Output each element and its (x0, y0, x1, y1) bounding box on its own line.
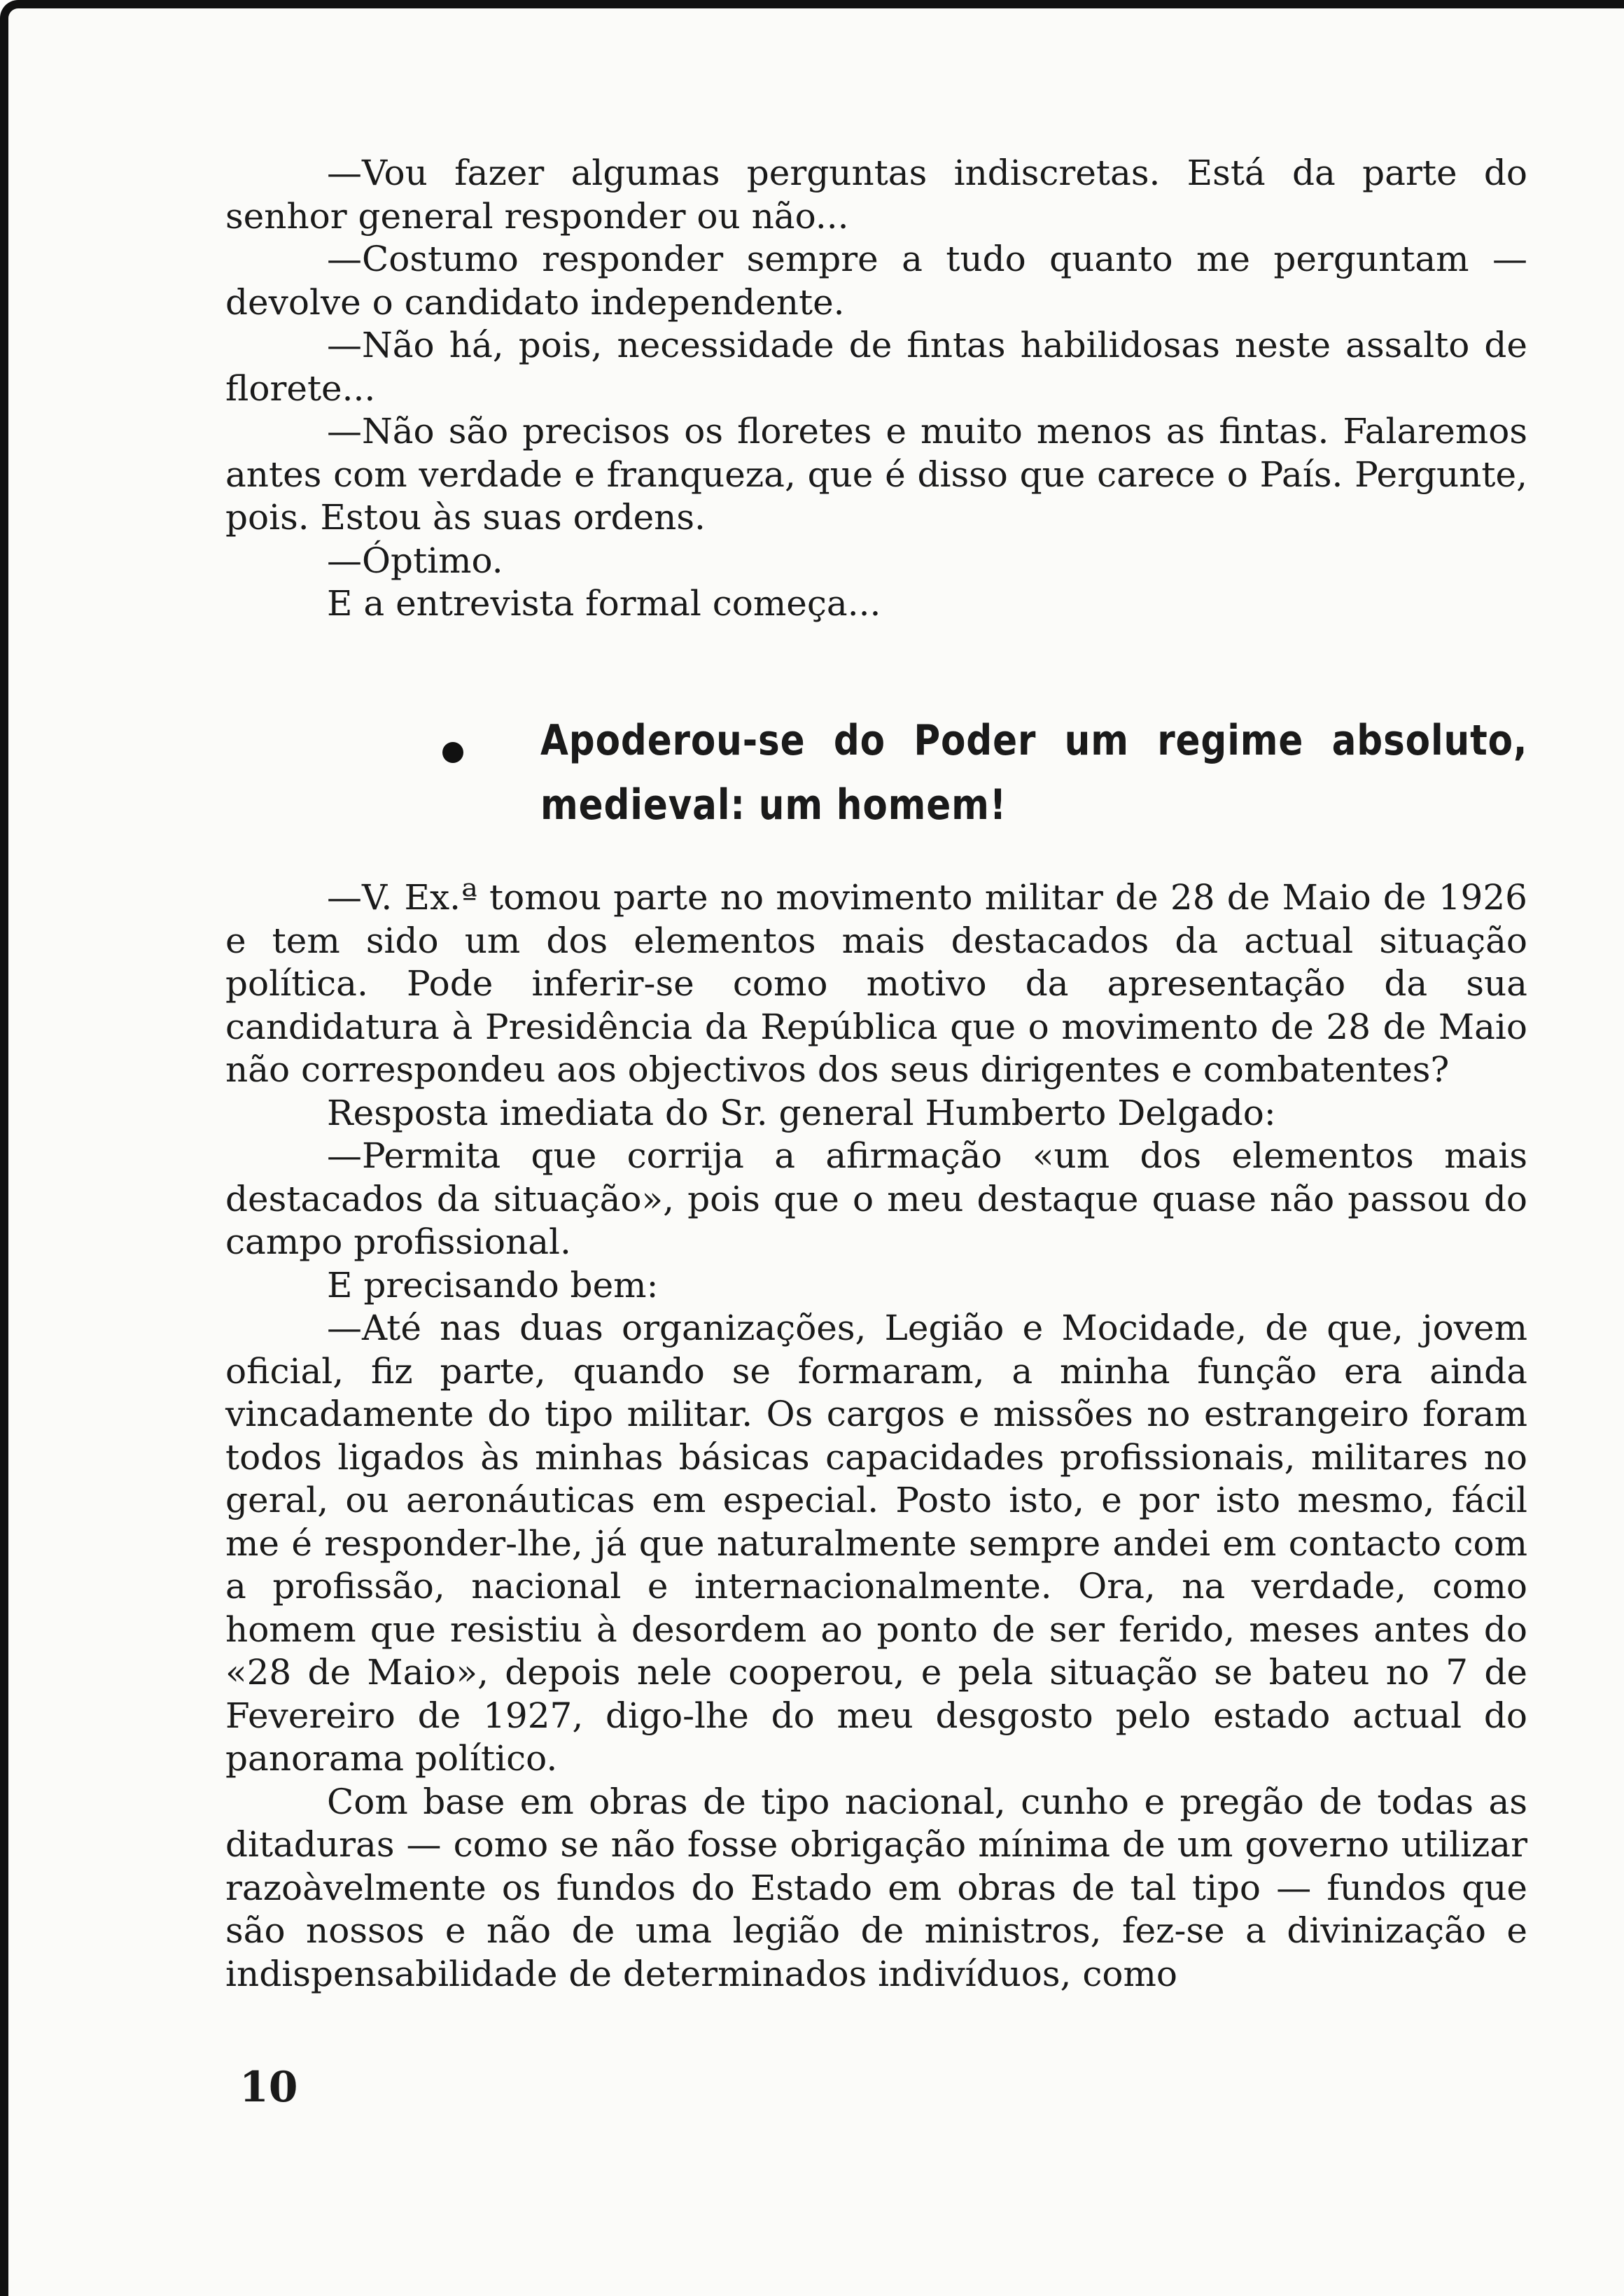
bullet-icon (442, 742, 463, 763)
dialogue-line-2: —Costumo responder sempre a tudo quanto me perguntam — devolve o candidato independente. (225, 239, 1527, 323)
section-heading-block (470, 708, 1534, 837)
body-paragraph-4: E precisando bem: (327, 1264, 659, 1306)
dialogue-line-3: —Não há, pois, necessidade de fintas habilidosas neste assalto de florete... (225, 325, 1527, 409)
body-paragraph-3: —Permita que corrija a afirmação «um dos elementos mais destacados da situação», pois que o meu destaque quase não passou do campo profissional. (225, 1135, 1527, 1262)
page-number: 10 (239, 2063, 298, 2112)
body-paragraph-2: Resposta imediata do Sr. general Humberto Delgado: (327, 1092, 1276, 1133)
dialogue-line-4: —Não são precisos os floretes e muito menos as fintas. Falaremos antes com verdade e franqueza, que é disso que carece o País. Pergunte, pois. Estou às suas ordens. (225, 411, 1527, 538)
body-paragraph-6: Com base em obras de tipo nacional, cunho e pregão de todas as ditaduras — como se não fosse obrigação mínima de um governo utilizar razoàvelmente os fundos do Estado em obras de tal tipo — fundos que são nossos e não de uma legião de ministros, fez-se a divinização e indispensabilidade de determinados indivíduos, como (225, 1781, 1527, 1994)
interview-body (225, 876, 1527, 1996)
section-heading: Apoderou-se do Poder um regime absoluto, medieval: um homem! (540, 716, 1528, 830)
dialogue-line-6: E a entrevista formal começa... (327, 583, 881, 624)
dialogue-line-1: —Vou fazer algumas perguntas indiscretas. Está da parte do senhor general responder ou não... (225, 153, 1527, 237)
intro-dialogue (225, 152, 1527, 626)
body-paragraph-5: —Até nas duas organizações, Legião e Mocidade, de que, jovem oficial, fiz parte, quando se formaram, a minha função era ainda vincadamente do tipo militar. Os cargos e missões no estrangeiro foram todos ligados às minhas básicas capacidades profissionais, militares no geral, ou aeronáuticas em especial. Posto isto, e por isto mesmo, fácil me é responder-lhe, já que naturalmente sempre andei em contacto com a profissão, nacional e internacionalmente. Ora, na verdade, como homem que resistiu à desordem ao ponto de ser ferido, meses antes do «28 de Maio», depois nele cooperou, e pela situação se bateu no 7 de Fevereiro de 1927, digo-lhe do meu desgosto pelo estado actual do panorama político. (225, 1308, 1527, 1779)
dialogue-line-5: —Óptimo. (327, 540, 503, 581)
body-paragraph-1: —V. Ex.ª tomou parte no movimento militar de 28 de Maio de 1926 e tem sido um dos elementos mais destacados da actual situação política. Pode inferir-se como motivo da apresentação da sua candidatura à Presidência da República que o movimento de 28 de Maio não correspondeu aos objectivos dos seus dirigentes e combatentes? (225, 877, 1527, 1090)
